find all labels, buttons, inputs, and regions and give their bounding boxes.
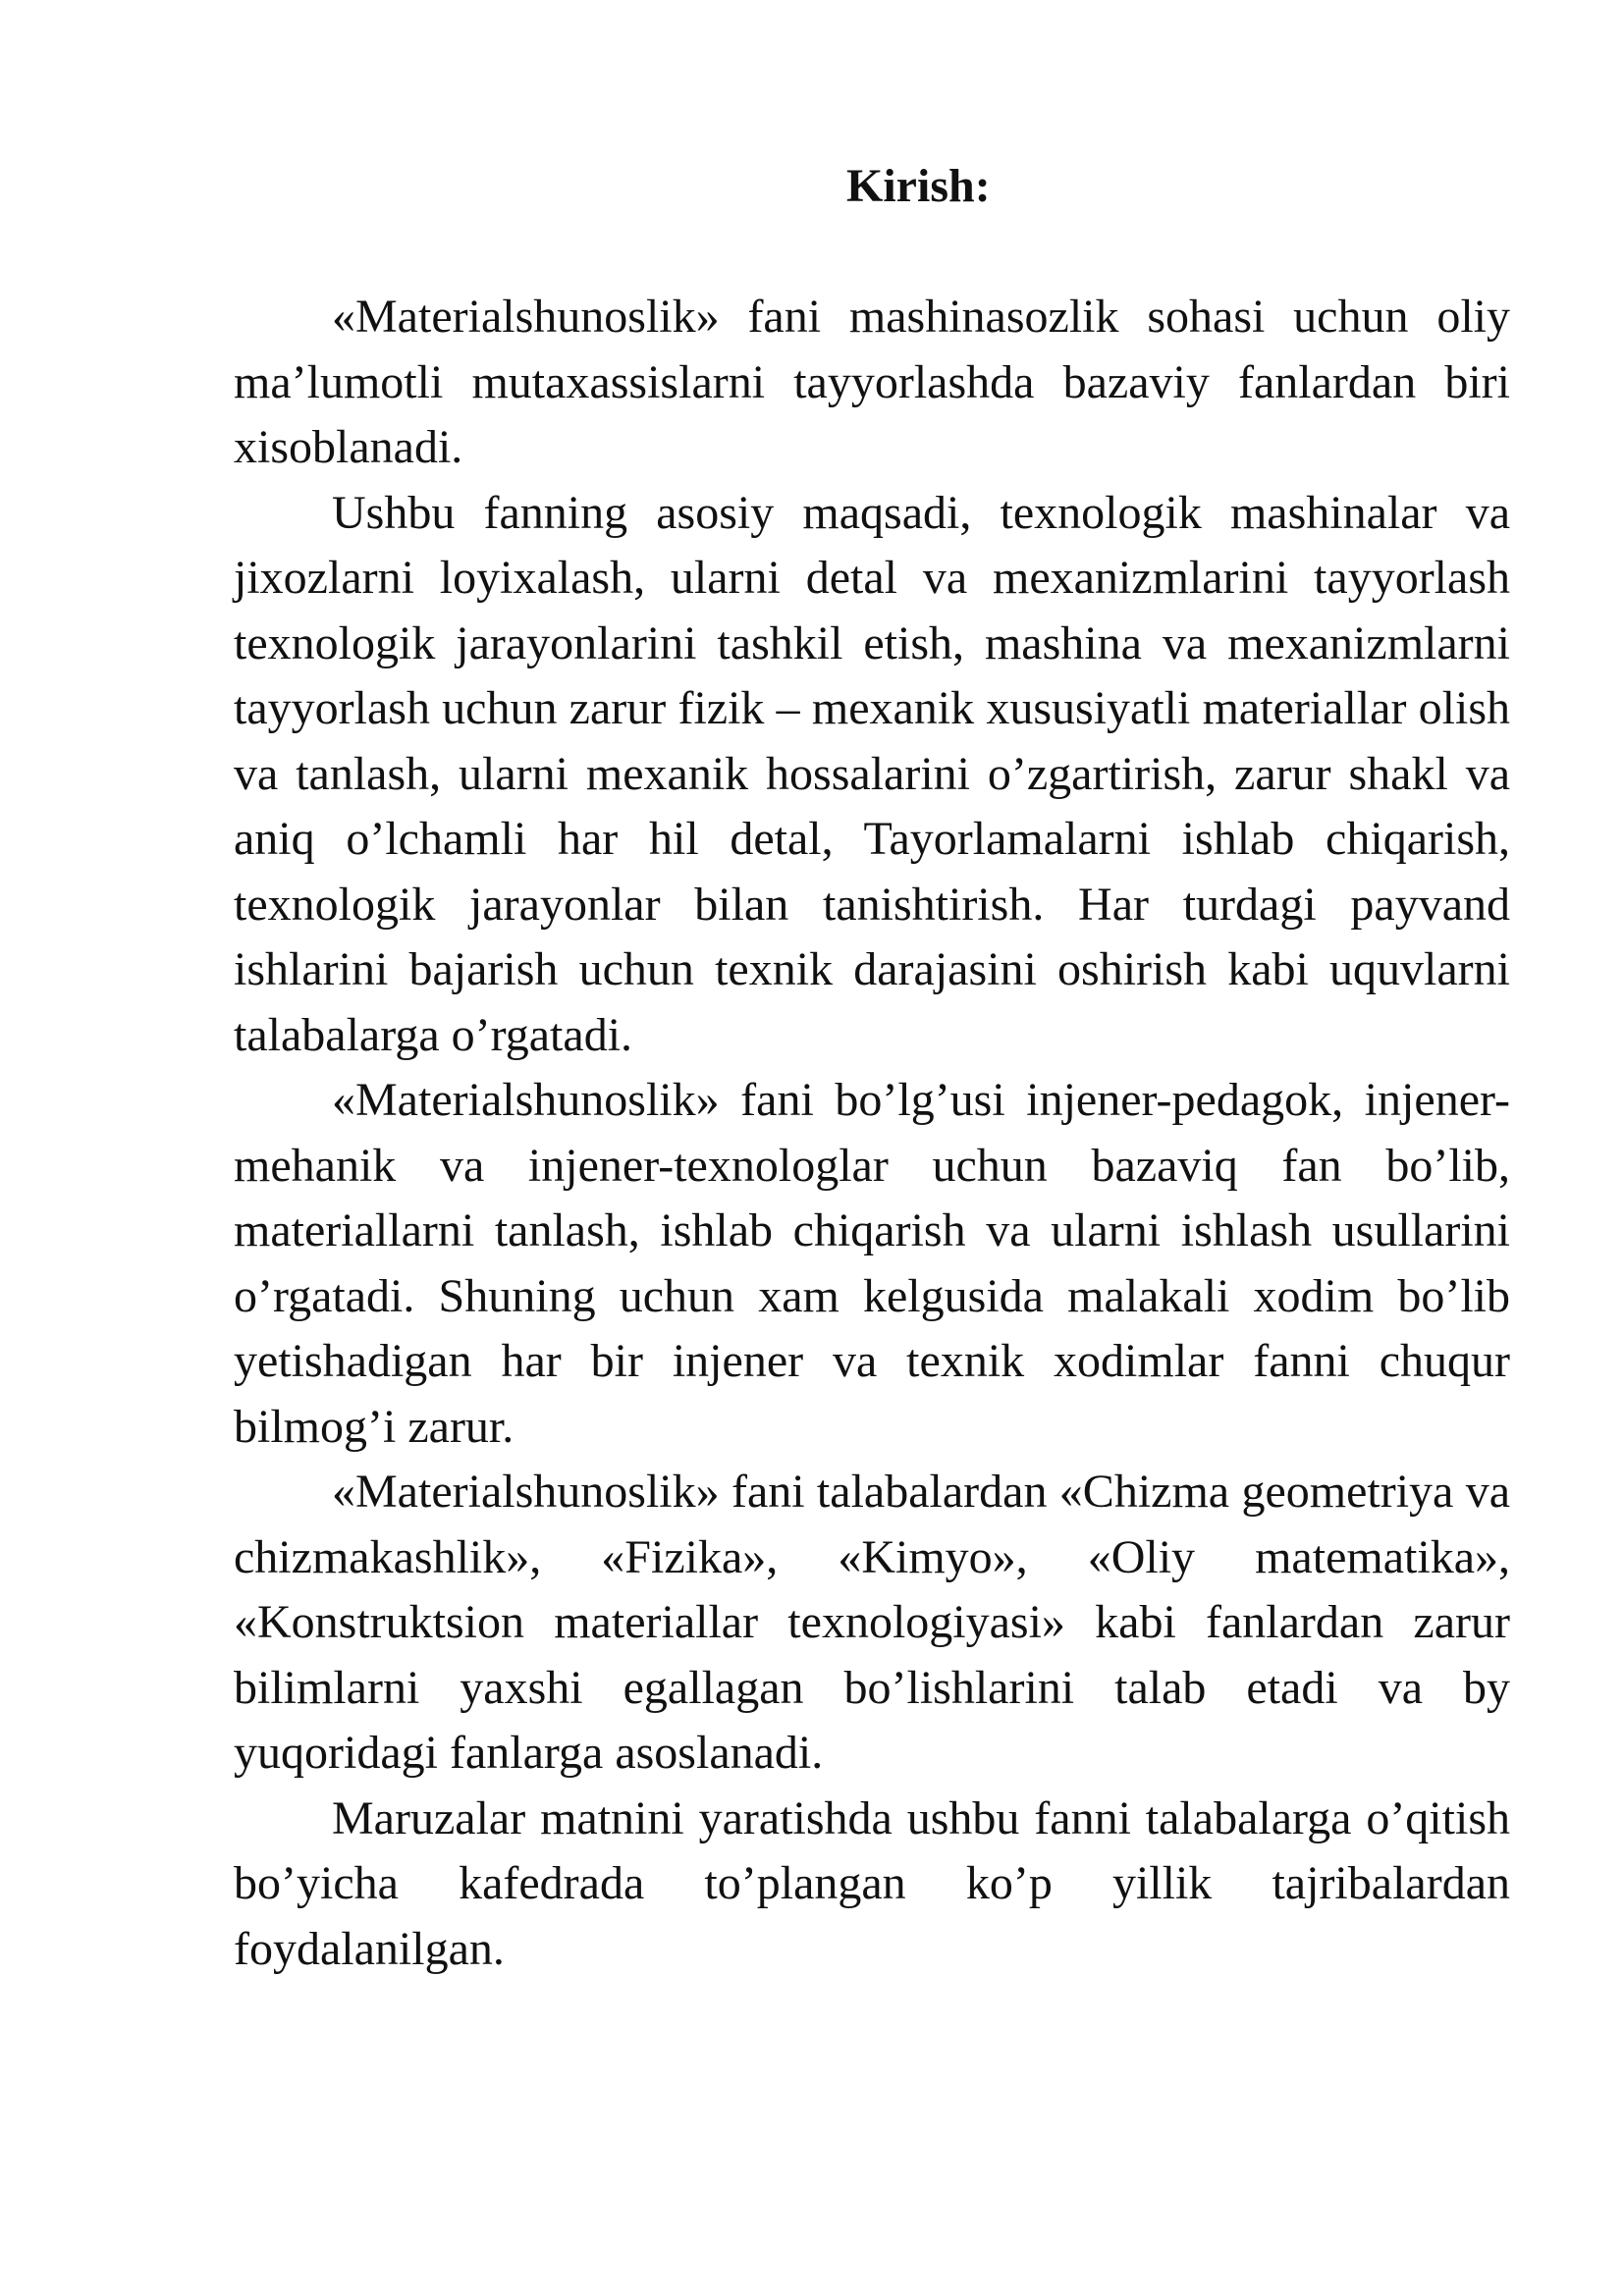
paragraph-3: «Materialshunoslik» fani bo’lg’usi injener-pedagok, injener-mehanik va injener-texnologlar uchun bazaviq fan bo’lib, materiallarni tanlash, ishlab chiqarish va ularni ishlash usullarini o’rgatadi. Shuning uchun xam kelgusida malakali xodim bo’lib yetishadigan har bir injener va texnik xodimlar fanni chuqur bilmog’i zarur.: [234, 1074, 1510, 1453]
paragraph-5: Maruzalar matnini yaratishda ushbu fanni talabalarga o’qitish bo’yicha kafedrada to’plangan ko’p yillik tajribalardan foydalanilgan.: [234, 1791, 1510, 1975]
document-body: [234, 285, 1510, 1982]
paragraph-1: «Materialshunoslik» fani mashinasozlik sohasi uchun oliy ma’lumotli mutaxassislarni tayyorlashda bazaviy fanlardan biri xisoblanadi.: [234, 291, 1510, 473]
paragraph-4: «Materialshunoslik» fani talabalardan «Chizma geometriya va chizmakashlik», «Fizika», «Kimyo», «Oliy matematika», «Konstruktsion materiallar texnologiyasi» kabi fanlardan zarur bilimlarni yaxshi egallagan bo’lishlarini talab etadi va by yuqoridagi fanlarga asoslanadi.: [234, 1466, 1510, 1779]
paragraph-2: Ushbu fanning asosiy maqsadi, texnologik mashinalar va jixozlarni loyixalash, ularni detal va mexanizmlarini tayyorlash texnologik jarayonlarini tashkil etish, mashina va mexanizmlarni tayyorlash uchun zarur fizik – mexanik xususiyatli materiallar olish va tanlash, ularni mexanik hossalarini o’zgartirish, zarur shakl va aniq o’lchamli har hil detal, Tayorlamalarni ishlab chiqarish, texnologik jarayonlar bilan tanishtirish. Har turdagi payvand ishlarini bajarish uchun texnik darajasini oshirish kabi uquvlarni talabalarga o’rgatadi.: [234, 486, 1510, 1061]
page-title: Kirish:: [846, 160, 991, 212]
